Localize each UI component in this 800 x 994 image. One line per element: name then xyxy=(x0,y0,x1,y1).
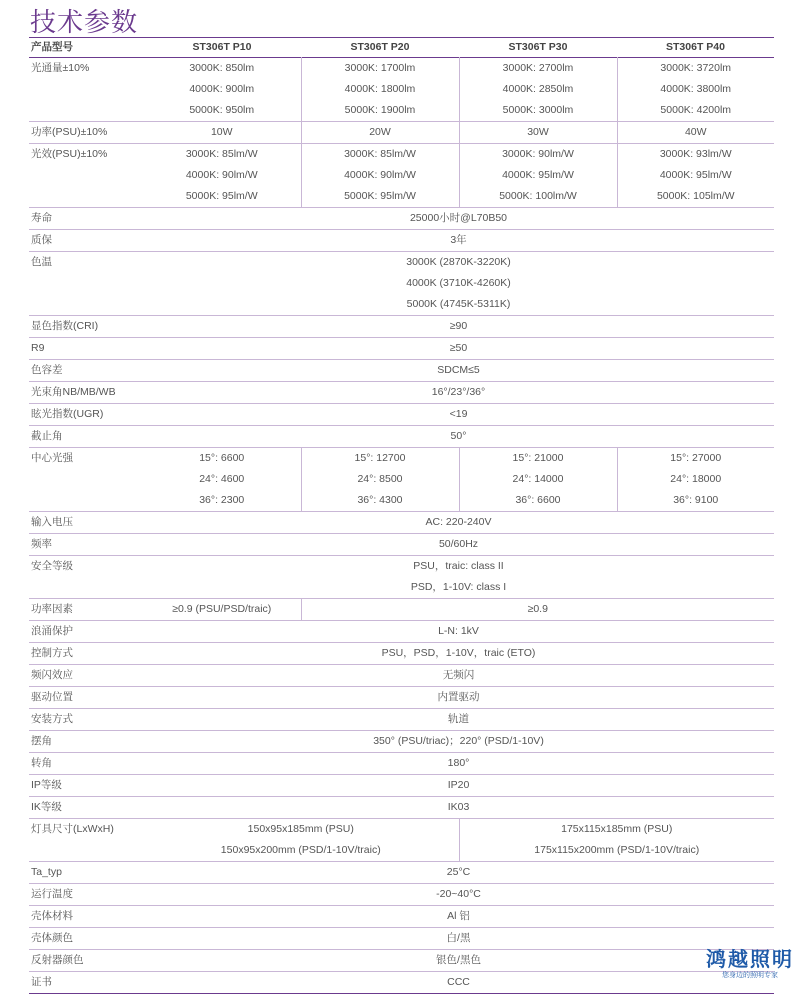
cell: CCC xyxy=(447,976,470,988)
row-label: 色温 xyxy=(31,256,52,268)
cell: 内置驱动 xyxy=(437,691,480,703)
row-label: IP等级 xyxy=(31,779,62,791)
cell: 36°: 4300 xyxy=(301,490,459,512)
cell: 20W xyxy=(301,122,459,144)
row-ugr xyxy=(29,404,774,426)
row-label: 控制方式 xyxy=(31,647,73,659)
model-p30: ST306T P30 xyxy=(508,41,568,53)
row-label: 频闪效应 xyxy=(31,669,73,681)
row-label: 摆角 xyxy=(31,735,52,747)
row-size-sub xyxy=(29,840,774,862)
cell: 25°C xyxy=(446,866,471,878)
cell: 无频闪 xyxy=(442,669,475,681)
row-flux-sub xyxy=(29,79,774,100)
cell: 36°: 2300 xyxy=(199,494,245,506)
row-ta xyxy=(29,862,774,884)
cell: 3000K: 850lm xyxy=(189,62,255,74)
cell: 4000K: 95lm/W xyxy=(459,165,617,186)
cell: ≥0.9 xyxy=(301,599,774,621)
row-label: 壳体颜色 xyxy=(31,932,73,944)
header-row xyxy=(29,38,774,58)
cell: PSU，PSD，1-10V，traic (ETO) xyxy=(381,647,536,659)
row-label: 浪涌保护 xyxy=(31,625,73,637)
row-size xyxy=(29,819,774,841)
row-surge xyxy=(29,621,774,643)
brand-slogan: 您身边的照明专家 xyxy=(722,972,778,979)
cell: 3000K (2870K-3220K) xyxy=(406,256,511,268)
cell: 白/黑 xyxy=(446,932,471,944)
row-label: 质保 xyxy=(31,234,52,246)
cell: 5000K: 105lm/W xyxy=(617,186,774,208)
cell: 24°: 18000 xyxy=(617,469,774,490)
cell: 5000K: 950lm xyxy=(189,104,255,116)
cell: 3000K: 2700lm xyxy=(459,58,617,80)
cell: 350° (PSU/triac)；220° (PSD/1-10V) xyxy=(373,735,544,747)
row-label: R9 xyxy=(31,342,45,354)
cell: IK03 xyxy=(447,801,470,813)
row-label: 中心光强 xyxy=(31,452,73,464)
brand-name: 鸿越照明 xyxy=(706,949,794,971)
row-flux xyxy=(29,58,774,80)
cell: 5000K: 95lm/W xyxy=(185,190,258,202)
row-label: 灯具尺寸(LxWxH) xyxy=(31,823,114,835)
row-intensity xyxy=(29,448,774,470)
cell: 4000K (3710K-4260K) xyxy=(406,277,511,289)
cell: L-N: 1kV xyxy=(438,625,479,637)
cell: 24°: 4600 xyxy=(199,473,245,485)
cell: 轨道 xyxy=(448,713,469,725)
spec-table xyxy=(29,37,774,994)
cell: Al 铝 xyxy=(447,910,470,922)
row-cutoff xyxy=(29,426,774,448)
cell: 50° xyxy=(450,430,467,442)
row-label: 反射器颜色 xyxy=(31,954,84,966)
cell: 24°: 14000 xyxy=(459,469,617,490)
cell: 5000K: 100lm/W xyxy=(459,186,617,208)
row-life xyxy=(29,208,774,230)
cell: 150x95x200mm (PSD/1-10V/traic) xyxy=(220,844,381,856)
cell: 5000K: 1900lm xyxy=(301,100,459,122)
cell: 25000小时@L70B50 xyxy=(409,212,508,224)
row-cert xyxy=(29,972,774,994)
row-label: 光效(PSU)±10% xyxy=(31,148,108,160)
cell: 24°: 8500 xyxy=(301,469,459,490)
row-efficacy-sub xyxy=(29,186,774,208)
row-cct-sub xyxy=(29,294,774,316)
row-label: 光通量±10% xyxy=(31,62,90,74)
row-label: 安全等级 xyxy=(31,560,73,572)
header-label: 产品型号 xyxy=(31,41,73,53)
cell: 3年 xyxy=(450,234,467,246)
cell: 175x115x200mm (PSD/1-10V/traic) xyxy=(459,840,774,862)
cell: 3000K: 90lm/W xyxy=(459,144,617,166)
row-reflector xyxy=(29,950,774,972)
cell: 4000K: 95lm/W xyxy=(617,165,774,186)
row-safety-sub xyxy=(29,577,774,599)
row-efficacy xyxy=(29,144,774,166)
row-label: 眩光指数(UGR) xyxy=(31,408,104,420)
row-frequency xyxy=(29,534,774,556)
row-ip xyxy=(29,775,774,797)
row-warranty xyxy=(29,230,774,252)
row-label: 频率 xyxy=(31,538,52,550)
cell: PSD，1-10V: class I xyxy=(410,581,507,593)
cell: 36°: 9100 xyxy=(617,490,774,512)
cell: IP20 xyxy=(447,779,470,791)
cell: 10W xyxy=(210,126,233,138)
cell: 4000K: 3800lm xyxy=(617,79,774,100)
row-rotate xyxy=(29,753,774,775)
cell: 3000K: 3720lm xyxy=(617,58,774,80)
cell: 4000K: 2850lm xyxy=(459,79,617,100)
model-p40: ST306T P40 xyxy=(666,41,725,53)
cell: 30W xyxy=(459,122,617,144)
cell: 银色/黑色 xyxy=(436,954,481,966)
row-label: 安装方式 xyxy=(31,713,73,725)
row-efficacy-sub xyxy=(29,165,774,186)
row-cct xyxy=(29,252,774,274)
row-label: 转角 xyxy=(31,757,52,769)
cell: PSU，traic: class II xyxy=(413,560,504,572)
cell: 3000K: 85lm/W xyxy=(301,144,459,166)
cell: ≥0.9 (PSU/PSD/traic) xyxy=(172,603,272,615)
row-label: 功率(PSU)±10% xyxy=(31,126,108,138)
cell: SDCM≤5 xyxy=(437,364,480,376)
cell: 36°: 6600 xyxy=(459,490,617,512)
cell: 150x95x185mm (PSU) xyxy=(247,823,354,835)
row-material xyxy=(29,906,774,928)
cell: ≥90 xyxy=(449,320,468,332)
cell: 50/60Hz xyxy=(438,538,479,550)
row-control xyxy=(29,643,774,665)
row-driver xyxy=(29,687,774,709)
row-voltage xyxy=(29,512,774,534)
cell: -20~40°C xyxy=(436,888,481,900)
row-sdcm xyxy=(29,360,774,382)
row-power xyxy=(29,122,774,144)
row-label: 光束角NB/MB/WB xyxy=(31,386,116,398)
cell: 3000K: 85lm/W xyxy=(185,148,258,160)
cell: 4000K: 90lm/W xyxy=(185,169,258,181)
cell: 15°: 6600 xyxy=(199,452,245,464)
cell: 5000K (4745K-5311K) xyxy=(406,298,511,310)
cell: 175x115x185mm (PSU) xyxy=(459,819,774,841)
cell: AC: 220-240V xyxy=(425,516,492,528)
row-label: 色容差 xyxy=(31,364,63,376)
cell: <19 xyxy=(449,408,468,420)
cell: 15°: 27000 xyxy=(617,448,774,470)
cell: 5000K: 3000lm xyxy=(459,100,617,122)
row-cri xyxy=(29,316,774,338)
row-color xyxy=(29,928,774,950)
row-label: 运行温度 xyxy=(31,888,73,900)
row-beam xyxy=(29,382,774,404)
row-label: 驱动位置 xyxy=(31,691,73,703)
cell: 3000K: 1700lm xyxy=(301,58,459,80)
cell: 15°: 21000 xyxy=(459,448,617,470)
page-title: 技术参数 xyxy=(30,7,139,37)
row-label: 显色指数(CRI) xyxy=(31,320,99,332)
row-label: IK等级 xyxy=(31,801,62,813)
row-label: 证书 xyxy=(31,976,52,988)
cell: 4000K: 90lm/W xyxy=(301,165,459,186)
row-intensity-sub xyxy=(29,490,774,512)
cell: 180° xyxy=(447,757,470,769)
row-pf xyxy=(29,599,774,621)
cell: 4000K: 900lm xyxy=(189,83,255,95)
cell: 5000K: 95lm/W xyxy=(301,186,459,208)
row-intensity-sub xyxy=(29,469,774,490)
brand-logo xyxy=(706,943,794,980)
cell: 16°/23°/36° xyxy=(431,386,486,398)
row-label: 输入电压 xyxy=(31,516,73,528)
row-label: 功率因素 xyxy=(31,603,73,615)
row-label: 寿命 xyxy=(31,212,52,224)
cell: 5000K: 4200lm xyxy=(617,100,774,122)
row-mount xyxy=(29,709,774,731)
model-p20: ST306T P20 xyxy=(350,41,410,53)
row-r9 xyxy=(29,338,774,360)
row-label: Ta_typ xyxy=(31,866,62,878)
row-flicker xyxy=(29,665,774,687)
cell: 15°: 12700 xyxy=(301,448,459,470)
cell: 4000K: 1800lm xyxy=(301,79,459,100)
row-flux-sub xyxy=(29,100,774,122)
model-p10: ST306T P10 xyxy=(192,41,252,53)
row-safety xyxy=(29,556,774,578)
cell: 40W xyxy=(617,122,774,144)
cell: ≥50 xyxy=(449,342,468,354)
row-temp xyxy=(29,884,774,906)
cell: 3000K: 93lm/W xyxy=(617,144,774,166)
row-cct-sub xyxy=(29,273,774,294)
row-ik xyxy=(29,797,774,819)
row-label: 壳体材料 xyxy=(31,910,73,922)
row-label: 截止角 xyxy=(31,430,63,442)
row-tilt xyxy=(29,731,774,753)
